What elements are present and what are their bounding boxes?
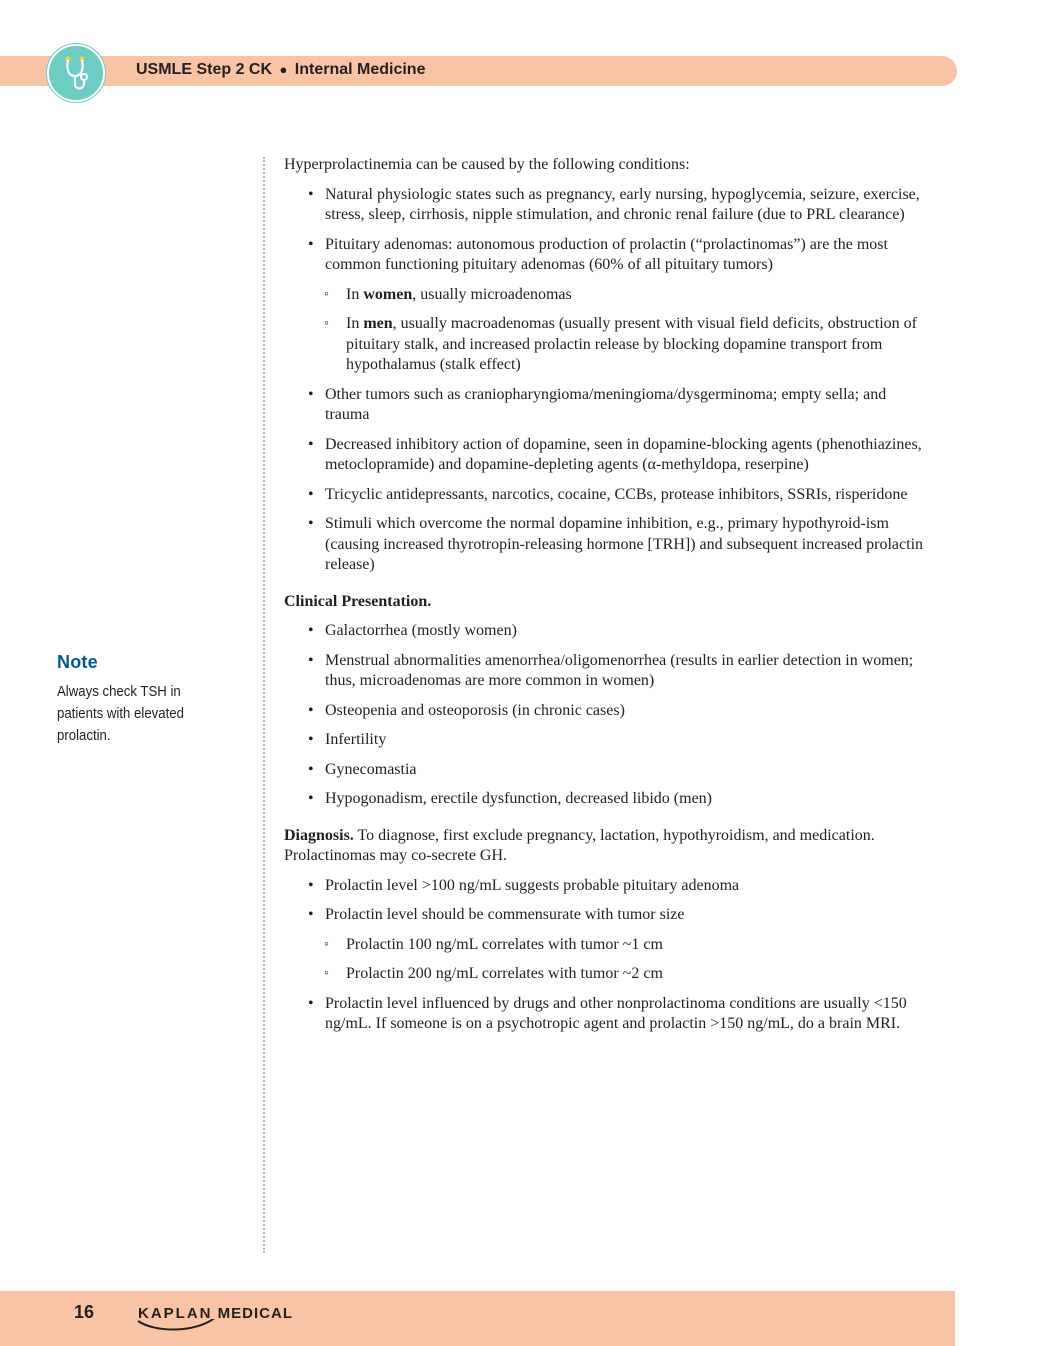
list-item: • Galactorrhea (mostly women) <box>284 621 934 642</box>
sub-list-item: ◦ Prolactin 100 ng/mL correlates with tumor ~1 cm <box>284 935 934 956</box>
diagnosis-text: To diagnose, first exclude pregnancy, lactation, hypothyroidism, and medication. Prolactinomas may co-secrete GH. <box>284 826 875 864</box>
book-title: USMLE Step 2 CK <box>136 61 273 78</box>
list-item: • Infertility <box>284 730 934 751</box>
note-text: Always check TSH in patients with elevated prolactin. <box>57 683 184 744</box>
list-item: • Menstrual abnormalities amenorrhea/oligomenorrhea (results in earlier detection in women; thus, microadenomas are more common in women) <box>284 651 934 692</box>
list-item: • Hypogonadism, erectile dysfunction, decreased libido (men) <box>284 789 934 810</box>
list-item: • Decreased inhibitory action of dopamine, seen in dopamine-blocking agents (phenothiazines, metoclopramide) and dopamine-depleting agents (α-methyldopa, reserpine) <box>284 435 934 476</box>
list-item: • Stimuli which overcome the normal dopamine inhibition, e.g., primary hypothyroid-ism (causing increased thyrotropin-releasing hormone [TRH]) and subsequent increased prolactin release) <box>284 514 934 576</box>
sub-item-bold: men <box>363 315 393 332</box>
header-title <box>136 61 425 79</box>
list-item: • Prolactin level influenced by drugs and other nonprolactinoma conditions are usually <150 ng/mL. If someone is on a psychotropic agent and prolactin >150 ng/mL, do a brain MRI. <box>284 994 934 1035</box>
section-heading-clinical: Clinical Presentation. <box>284 592 432 610</box>
section-heading-diagnosis: Diagnosis. <box>284 826 354 844</box>
sub-item-prefix: In <box>346 285 364 303</box>
intro-paragraph: Hyperprolactinemia can be caused by the following conditions: <box>284 156 690 173</box>
sub-item-text: , usually microadenomas <box>412 285 572 303</box>
diagnosis-paragraph <box>284 826 934 867</box>
main-content <box>284 155 934 1035</box>
sub-list-item <box>284 285 934 306</box>
list-item: • Other tumors such as craniopharyngioma/meningioma/dysgerminoma; empty sella; and trauma <box>284 385 934 426</box>
stethoscope-icon <box>47 44 105 102</box>
sub-item-text: , usually macroadenomas (usually present with visual field deficits, obstruction of pituitary stalk, and increased prolactin release by blocking dopamine transport from hypothalamus (stalk effect) <box>346 315 917 373</box>
list-item: • Tricyclic antidepressants, narcotics, cocaine, CCBs, protease inhibitors, SSRIs, risperidone <box>284 485 934 506</box>
list-item: • Osteopenia and osteoporosis (in chronic cases) <box>284 701 934 722</box>
list-item: • Natural physiologic states such as pregnancy, early nursing, hypoglycemia, seizure, exercise, stress, sleep, cirrhosis, nipple stimulation, and chronic renal failure (due to PRL clearance) <box>284 185 934 226</box>
note-title: Note <box>57 652 98 672</box>
page-number: 16 <box>74 1302 95 1322</box>
kaplan-swoosh-icon <box>136 1319 220 1333</box>
list-item: • Gynecomastia <box>284 760 934 781</box>
chapter-subject: Internal Medicine <box>294 61 426 78</box>
column-divider <box>263 157 265 1253</box>
brand-kaplan: KAPLAN <box>138 1305 213 1322</box>
list-item: • Prolactin level should be commensurate with tumor size <box>284 905 934 926</box>
sub-list-item <box>284 314 934 376</box>
list-item: • Prolactin level >100 ng/mL suggests probable pituitary adenoma <box>284 876 934 897</box>
list-item: • Pituitary adenomas: autonomous production of prolactin (“prolactinomas”) are the most common functioning pituitary adenomas (60% of all pituitary tumors) <box>284 235 934 276</box>
sub-list-item: ◦ Prolactin 200 ng/mL correlates with tumor ~2 cm <box>284 964 934 985</box>
sub-item-bold: women <box>363 285 413 303</box>
brand-medical: MEDICAL <box>217 1305 293 1322</box>
header-separator: ● <box>279 62 288 77</box>
sub-item-prefix: In <box>346 315 364 332</box>
